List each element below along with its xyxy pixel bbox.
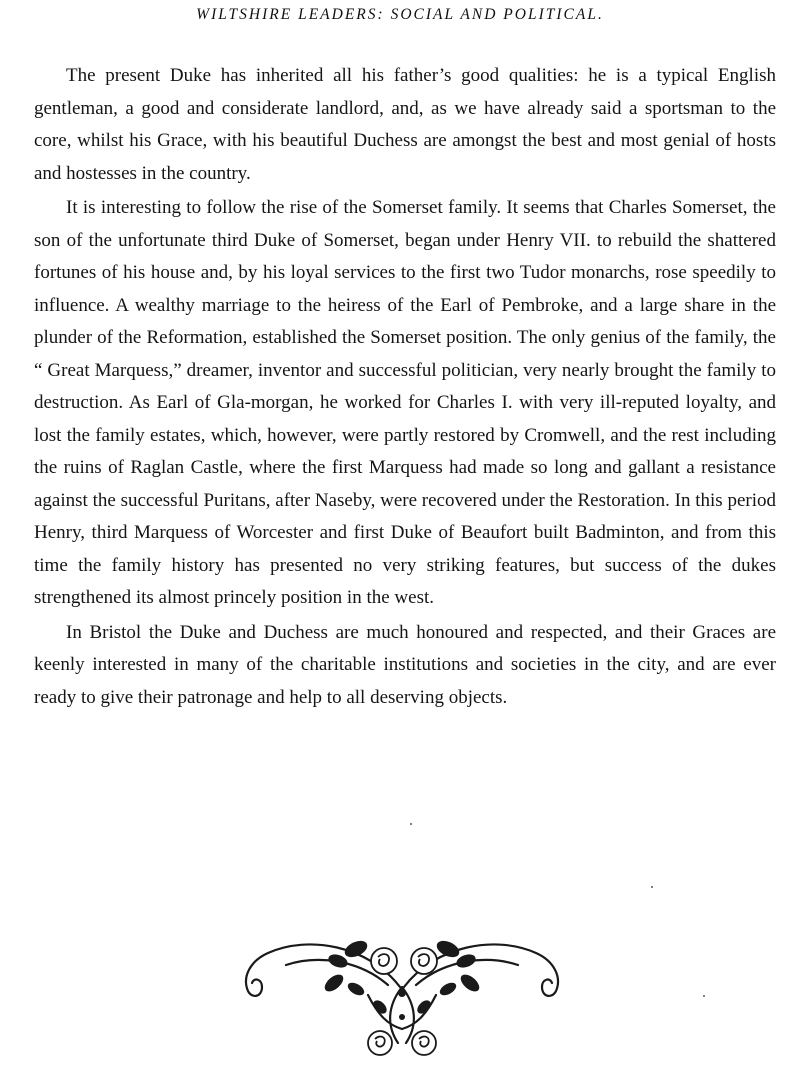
paragraph-duke-character: The present Duke has inherited all his father’s good qualities: he is a typical English gentleman, a good and considerate landlord, and, as we have already said a sportsman to the core, whilst his Grace, with his beautiful Duchess are amongst the best and most genial of hosts and hostesses in the country. bbox=[34, 65, 776, 184]
paper-speck bbox=[651, 886, 653, 888]
article-body bbox=[34, 60, 776, 716]
paragraph-bristol: In Bristol the Duke and Duchess are much honoured and respected, and their Graces are keenly interested in many of the charitable institutions and societies in the city, and are ever ready to give their patronage and help to all deserving objects. bbox=[34, 621, 776, 708]
paragraph-somerset-history: It is interesting to follow the rise of the Somerset family. It seems that Charles Somerset, the son of the unfortunate third Duke of Somerset, began under Henry VII. to rebuild the shattered fortunes of his house and, by his loyal services to the first two Tudor monarchs, rose speedily to influence. A wealthy marriage to the heiress of the Earl of Pembroke, and a large share in the plunder of the Reformation, established the Somerset position. The only genius of the family, the “ Great Marquess,” dreamer, inventor and successful politician, very nearly brought the family to destruction. As Earl of Gla-morgan, he worked for Charles I. with very ill-reputed loyalty, and lost the family estates, which, however, were partly restored by Cromwell, and the rest including the ruins of Raglan Castle, where the first Marquess had made so long and gallant a resistance against the successful Puritans, after Naseby, were recovered under the Restoration. In this period Henry, third Marquess of Worcester and first Duke of Beaufort built Badminton, and from this time the family history has presented no very striking features, but success of the dukes strengthened its almost princely position in the west. bbox=[34, 197, 776, 608]
paper-speck bbox=[703, 995, 705, 997]
running-header: WILTSHIRE LEADERS: SOCIAL AND POLITICAL. bbox=[196, 6, 604, 23]
floral-tailpiece-icon bbox=[238, 925, 566, 1075]
paper-speck bbox=[410, 823, 412, 825]
